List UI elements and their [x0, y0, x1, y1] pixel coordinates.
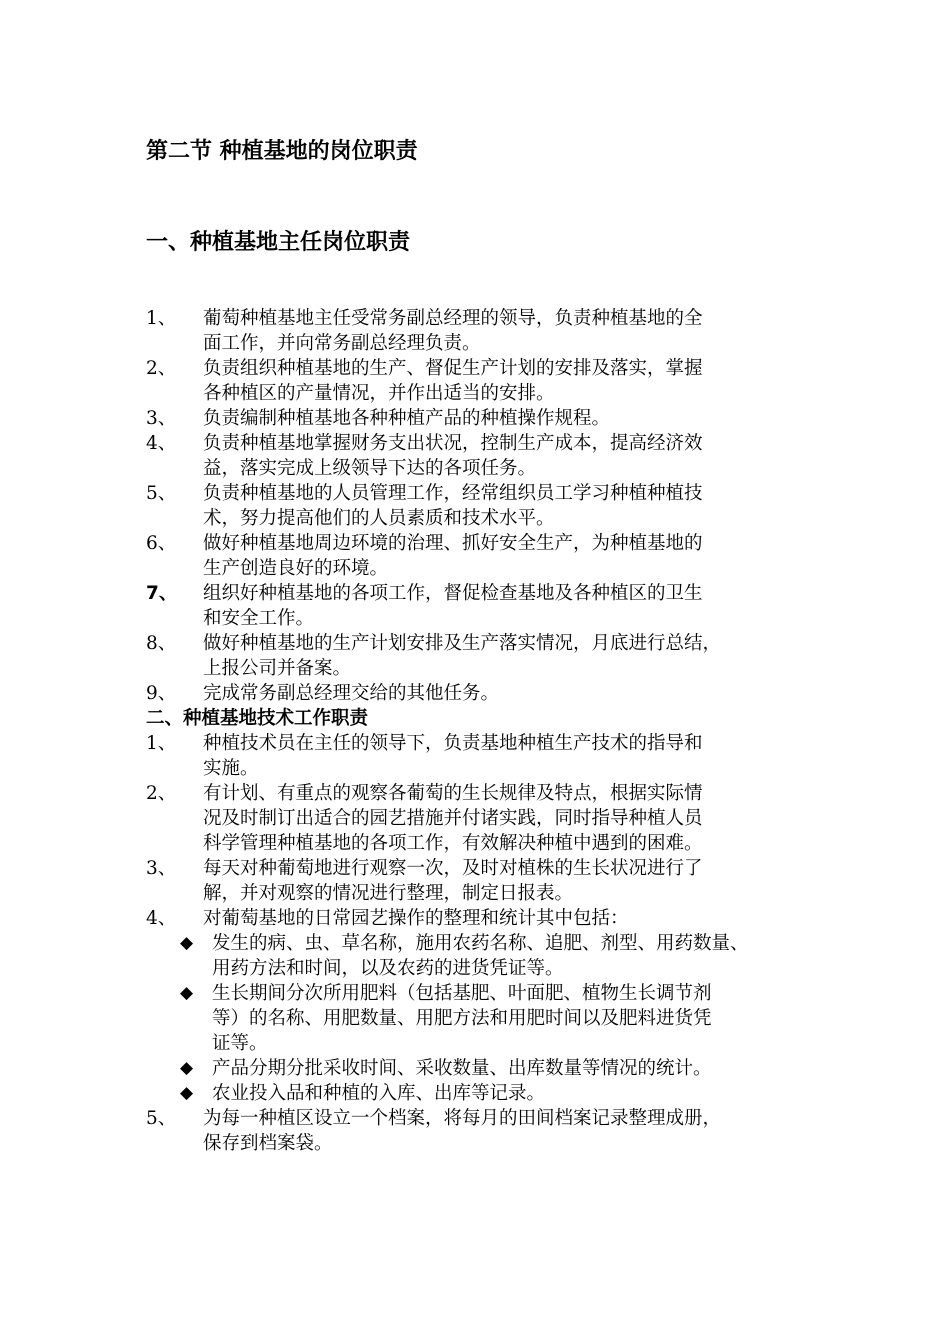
item-number: 4、 — [146, 908, 177, 929]
list-item — [146, 631, 836, 681]
bullet-text: 用药方法和时间，以及农药的进货凭证等。 — [212, 958, 564, 979]
bullet-text: 发生的病、虫、草名称，施用农药名称、追肥、剂型、用药数量、 — [212, 933, 749, 954]
item-text: 负责组织种植基地的生产、督促生产计划的安排及落实，掌握 — [203, 358, 703, 379]
list-item — [146, 481, 836, 531]
bullet-text: 农业投入品和种植的入库、出库等记录。 — [212, 1083, 546, 1104]
item-text: 负责种植基地掌握财务支出状况，控制生产成本，提高经济效 — [203, 433, 703, 454]
bullet-item — [146, 981, 836, 1056]
item-number: 4、 — [146, 433, 177, 454]
item-number: 8、 — [146, 633, 177, 654]
item-number: 6、 — [146, 533, 177, 554]
item-text: 和安全工作。 — [203, 608, 315, 629]
item-number: 2、 — [146, 358, 177, 379]
item-text: 组织好种植基地的各项工作，督促检查基地及各种植区的卫生 — [203, 583, 703, 604]
list-item — [146, 856, 836, 906]
item-text: 上报公司并备案。 — [203, 658, 352, 679]
item-text: 解，并对观察的情况进行整理，制定日报表。 — [203, 883, 574, 904]
bullet-text: 生长期间分次所用肥料（包括基肥、叶面肥、植物生长调节剂 — [212, 983, 712, 1004]
item-text: 生产创造良好的环境。 — [203, 558, 389, 579]
item-text: 完成常务副总经理交给的其他任务。 — [203, 683, 500, 704]
bullet-item — [146, 1056, 836, 1081]
list-item — [146, 406, 836, 431]
list-item — [146, 781, 836, 856]
document-body — [146, 306, 836, 1156]
item-text: 每天对种葡萄地进行观察一次，及时对植株的生长状况进行了 — [203, 858, 703, 879]
item-number: 1、 — [146, 308, 177, 329]
list-item — [146, 356, 836, 406]
page-title: 第二节 种植基地的岗位职责 — [146, 139, 418, 164]
diamond-bullet-icon: ◆ — [180, 983, 194, 1003]
bullet-text: 证等。 — [212, 1033, 268, 1054]
list-item — [146, 531, 836, 581]
item-text: 负责种植基地的人员管理工作，经常组织员工学习种植种植技 — [203, 483, 703, 504]
diamond-bullet-icon: ◆ — [180, 933, 194, 953]
item-number: 3、 — [146, 858, 177, 879]
item-text: 种植技术员在主任的领导下，负责基地种植生产技术的指导和 — [203, 733, 703, 754]
item-text: 益，落实完成上级领导下达的各项任务。 — [203, 458, 537, 479]
item-text: 有计划、有重点的观察各葡萄的生长规律及特点，根据实际情 — [203, 783, 703, 804]
item-number: 3、 — [146, 408, 177, 429]
item-text: 各种植区的产量情况，并作出适当的安排。 — [203, 383, 555, 404]
diamond-bullet-icon: ◆ — [180, 1083, 194, 1103]
list-item — [146, 731, 836, 781]
item-number: 1、 — [146, 733, 177, 754]
item-text: 况及时制订出适合的园艺措施并付诸实践，同时指导种植人员 — [203, 808, 703, 829]
item-number: 2、 — [146, 783, 177, 804]
list-item — [146, 1106, 836, 1156]
item-text: 做好种植基地周边环境的治理、抓好安全生产，为种植基地的 — [203, 533, 703, 554]
list-item — [146, 431, 836, 481]
list-item — [146, 906, 836, 931]
list-item — [146, 581, 836, 631]
item-text: 科学管理种植基地的各项工作，有效解决种植中遇到的困难。 — [203, 833, 703, 854]
item-text: 保存到档案袋。 — [203, 1133, 333, 1154]
bullet-item — [146, 1081, 836, 1106]
item-number: 5、 — [146, 1108, 177, 1129]
item-text: 面工作，并向常务副总经理负责。 — [203, 333, 481, 354]
list-item — [146, 681, 836, 706]
item-text: 负责编制种植基地各种种植产品的种植操作规程。 — [203, 408, 611, 429]
bullet-text: 等）的名称、用肥数量、用肥方法和用肥时间以及肥料进货凭 — [212, 1008, 712, 1029]
diamond-bullet-icon: ◆ — [180, 1058, 194, 1078]
item-text: 做好种植基地的生产计划安排及生产落实情况，月底进行总结， — [203, 633, 722, 654]
section-heading-director: 一、种植基地主任岗位职责 — [146, 230, 411, 255]
item-number: 7、 — [146, 583, 178, 604]
bullet-text: 产品分期分批采收时间、采收数量、出库数量等情况的统计。 — [212, 1058, 712, 1079]
list-item — [146, 306, 836, 356]
item-text: 为每一种植区设立一个档案，将每月的田间档案记录整理成册， — [203, 1108, 722, 1129]
item-number: 9、 — [146, 683, 177, 704]
item-text: 对葡萄基地的日常园艺操作的整理和统计其中包括： — [203, 908, 629, 929]
item-number: 5、 — [146, 483, 177, 504]
item-text: 术，努力提高他们的人员素质和技术水平。 — [203, 508, 555, 529]
item-text: 实施。 — [203, 758, 259, 779]
bullet-item — [146, 931, 836, 981]
item-text: 葡萄种植基地主任受常务副总经理的领导，负责种植基地的全 — [203, 308, 703, 329]
section-heading-technical: 二、种植基地技术工作职责 — [146, 708, 369, 729]
